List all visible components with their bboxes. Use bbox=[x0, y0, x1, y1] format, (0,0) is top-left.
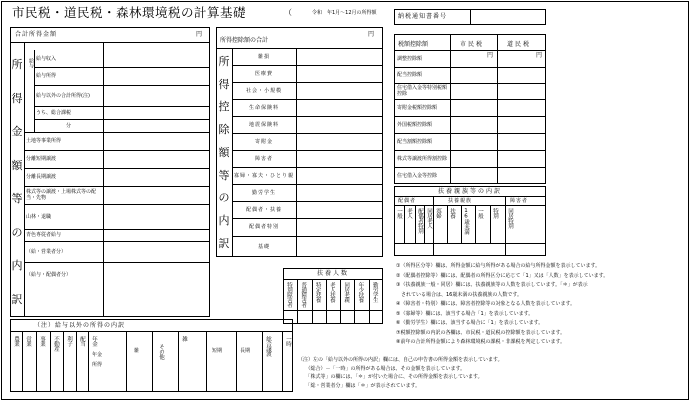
note-line: ④（障害者・特別）欄には、障害者控除等の対象となる人数を表示しています。 bbox=[396, 301, 576, 307]
total-deduction-label: 所得控除額の合計 bbox=[220, 37, 269, 44]
dependents-col-label: 年少扶養 bbox=[357, 282, 364, 302]
family-col-label: 特別 bbox=[492, 208, 498, 218]
other-income-col-label: 営業 bbox=[25, 336, 31, 346]
yen-unit: 円 bbox=[196, 31, 203, 38]
tax-credit-row-label: 住宅借入金等控除 bbox=[397, 172, 438, 179]
other-income-col-label: 農業 bbox=[13, 336, 19, 346]
rule-line bbox=[262, 331, 263, 392]
other-income-col-label: 事業 bbox=[39, 336, 45, 346]
dependents-col-label: 老人扶養 bbox=[328, 282, 335, 302]
other-income-col-label: 雑 bbox=[181, 336, 187, 341]
other-income-col-label: 総合譲渡 bbox=[265, 336, 271, 356]
income-group-char: 額 bbox=[11, 158, 23, 172]
rule-line bbox=[369, 279, 370, 324]
family-col-label: 一般 bbox=[477, 208, 483, 218]
rule-line bbox=[354, 279, 355, 324]
other-income-col-label: 年金 bbox=[91, 336, 97, 346]
income-row-label: 給与所得 bbox=[36, 73, 57, 79]
income-group-char: 所 bbox=[11, 58, 23, 72]
deduction-row-label: 配偶者・扶養 bbox=[245, 206, 282, 213]
note-line: ②（配偶者控除等）欄には、配偶者の所得区分に応じて「1」又は「人数」を表示しています。 bbox=[396, 272, 609, 279]
deduction-group-char: 得 bbox=[218, 77, 230, 91]
rule-line bbox=[22, 331, 23, 392]
income-group-char: 内 bbox=[11, 259, 23, 273]
income-row-label: （給与・配偶者分） bbox=[26, 271, 72, 278]
income-group-char: 得 bbox=[11, 91, 23, 105]
rule-line bbox=[76, 331, 77, 392]
deduction-group-char: の bbox=[218, 191, 230, 205]
rule-line bbox=[461, 205, 462, 243]
short-term-sub: 短期 bbox=[212, 348, 223, 354]
family-col-label: 扶養 bbox=[449, 208, 455, 218]
zatsu-sub: 雑 bbox=[134, 348, 140, 354]
note-line: ⑥（勤労学生）欄には、該当する場合に「1」を表示しています。 bbox=[396, 320, 544, 326]
note-line: ⑧前年の合計所得金額により森林環境税の課税・非課税を判定しています。 bbox=[396, 339, 566, 345]
title-paren: （ bbox=[284, 8, 292, 17]
rule-line bbox=[24, 132, 210, 133]
total-income-label: 合計所得金額 bbox=[15, 31, 58, 38]
dependents-col-label: 普通障害者 bbox=[300, 282, 307, 307]
note-line: ⑦税額控除額の内訳の各欄は、市民税・道民税の控除額を表示しています。 bbox=[396, 329, 566, 336]
tax-credit-row-label: 寄附金税額控除額 bbox=[397, 104, 438, 111]
family-group-disabled: 障害者 bbox=[510, 198, 529, 204]
income-row-label: 山林・退職 bbox=[26, 213, 52, 220]
deduction-group-char: 控 bbox=[218, 100, 230, 114]
rule-line bbox=[206, 331, 207, 392]
deduction-row-label: 社会・小規模 bbox=[245, 87, 282, 94]
note-line: ③（扶養親族一般・同居）欄には、扶養親族等の人数を表示しています。「＊」が表示 bbox=[396, 282, 588, 288]
footnote-line: 「株式等」の欄には、「＊」が付いた場合に、その所得金額を表示しています。 bbox=[298, 374, 483, 380]
period-label: 令和 年1月～12月の所得額 bbox=[312, 10, 377, 16]
rule-line bbox=[447, 205, 448, 243]
other-income-col-label: 不動産 bbox=[53, 336, 59, 351]
rule-line bbox=[490, 205, 491, 243]
income-row-label: うち、総合課税 bbox=[36, 109, 72, 116]
deduction-group-char: 内 bbox=[218, 214, 230, 228]
notice-number-label: 納税通知書番号 bbox=[398, 13, 448, 20]
deduction-row-label: 勤労学生 bbox=[251, 189, 276, 196]
dependents-col-label: 同居老親 bbox=[343, 282, 350, 302]
dependents-col-label: 特別障害者 bbox=[286, 282, 292, 307]
tax-credit-header: 税額控除額 bbox=[398, 41, 429, 48]
rule-line bbox=[63, 331, 64, 392]
deduction-group-char: 訳 bbox=[218, 237, 230, 250]
pension-sub-a: 年金 bbox=[92, 352, 103, 358]
deduction-row-label: 配偶者特別 bbox=[248, 224, 279, 230]
tax-credit-row-label: 外国税額控除額 bbox=[397, 121, 433, 128]
deduction-group-char: 所 bbox=[218, 54, 230, 68]
family-col-label: 配偶者特別 bbox=[417, 208, 423, 233]
income-group-char: 等 bbox=[11, 192, 23, 206]
pref-tax-header: 道民税 bbox=[507, 41, 532, 48]
tax-credit-row-label: 配当割額控除額 bbox=[397, 138, 433, 145]
city-tax-header: 市民税 bbox=[460, 41, 485, 48]
family-group-dependent: 扶養親族 bbox=[448, 198, 473, 204]
deduction-row-label: 寄附金 bbox=[254, 138, 273, 145]
rule-line bbox=[178, 331, 179, 392]
family-col-label: 寡婦 bbox=[435, 208, 441, 218]
form-title: 市民税・道民税・森林環境税の計算基礎 bbox=[12, 5, 247, 20]
note-line: されている場合は、16歳未満の扶養親族の人数です。 bbox=[396, 291, 522, 298]
note-line: ①（所得区分等）欄は、所得金額に給与所得がある場合の給与所得金額を表示しています。 bbox=[396, 263, 601, 269]
footnote-line: （総合）－「一時」の所得がある場合は、その金額を表示しています。 bbox=[298, 365, 466, 372]
income-group-char: 訳 bbox=[11, 292, 23, 306]
deduction-group-char: 除 bbox=[218, 123, 230, 137]
deduction-row-label: 寡婦・寡夫・ひとり親 bbox=[234, 172, 294, 179]
tax-credit-row-label: 株式等譲渡所得割控除 bbox=[397, 155, 448, 162]
deduction-row-label: 障害者 bbox=[254, 155, 273, 162]
rule-line bbox=[312, 279, 313, 324]
notes-block bbox=[396, 262, 686, 348]
income-row-label: 給与収入 bbox=[36, 55, 57, 62]
deduction-row-label: 生命保険料 bbox=[248, 104, 279, 111]
family-col-label: 同居老人 bbox=[426, 208, 432, 228]
rule-line bbox=[340, 279, 341, 324]
footnote-block bbox=[298, 356, 638, 390]
rule-line bbox=[36, 331, 37, 392]
family-col-label: 老人 bbox=[406, 208, 412, 218]
income-row-sub: 分 bbox=[65, 122, 71, 129]
income-row-label: 給与以外の合計所得(注) bbox=[36, 92, 90, 99]
yen-unit-city: 円 bbox=[487, 52, 494, 59]
tax-credit-row-label: 住宅借入金等特別税額控除 bbox=[397, 85, 448, 97]
rule-line bbox=[50, 331, 51, 392]
deduction-group-char: 額 bbox=[218, 145, 230, 159]
family-col-label: 同居特別 bbox=[507, 208, 513, 228]
yen-unit-middle: 円 bbox=[368, 31, 375, 38]
footnote-line: 「総・営業者分」欄は「＊」が表示されています。 bbox=[298, 382, 421, 389]
rule-line bbox=[236, 331, 237, 392]
family-group-spouse: 配偶者 bbox=[398, 198, 417, 204]
income-row-label: 土地等事業所得 bbox=[26, 138, 62, 144]
deduction-row-label: 医療費 bbox=[254, 70, 273, 77]
dependents-title: 扶養人数 bbox=[316, 270, 349, 277]
tax-credit-row-label: 調整控除額 bbox=[397, 55, 423, 62]
footnote-line: （注）左の「給与以外の所得の内訳」欄には、自己の申告書の所得金額を表示しています。 bbox=[298, 357, 503, 363]
long-term-sub: 長期 bbox=[240, 348, 251, 354]
deduction-row-label: 地震保険料 bbox=[248, 121, 279, 128]
income-row-label: 分離短期譲渡 bbox=[26, 156, 57, 162]
income-row-label: （給・営業者分） bbox=[26, 248, 67, 255]
rule-line bbox=[424, 205, 425, 243]
family-col-label: 一般 bbox=[396, 208, 402, 218]
income-row-label: 株式等の譲渡・上場株式等の配当・先物 bbox=[26, 189, 97, 201]
other-sub: その他 bbox=[158, 344, 164, 359]
rule-line bbox=[415, 205, 416, 243]
deduction-row-label: 雑損 bbox=[257, 53, 270, 60]
rule-line bbox=[475, 205, 476, 243]
income-group-char: 金 bbox=[11, 125, 23, 139]
note-line: ⑤（寡婦等）欄には、該当する場合「1」を表示しています。 bbox=[396, 310, 534, 317]
rule-line bbox=[326, 279, 327, 324]
income-group-char: の bbox=[11, 225, 23, 239]
other-income-col-label: 利子 bbox=[66, 336, 72, 346]
dependents-col-label: 勤労学生 bbox=[371, 282, 378, 302]
rule-line bbox=[88, 331, 89, 392]
other-income-title: （注）給与以外の所得の内訳 bbox=[34, 322, 126, 329]
yen-unit-pref: 円 bbox=[536, 52, 543, 59]
other-income-col-label: 配当 bbox=[79, 336, 85, 346]
rule-line bbox=[297, 279, 298, 324]
income-row-label: 分離長期譲渡 bbox=[26, 174, 57, 180]
pension-sub-b: 所得 bbox=[92, 362, 103, 368]
deduction-group-char: 等 bbox=[218, 168, 230, 182]
deduction-row-label: 基礎 bbox=[257, 243, 270, 250]
rule-line bbox=[404, 205, 405, 243]
family-title: 扶養親族等の内訳 bbox=[437, 188, 502, 195]
dependents-col-label: 特定扶養 bbox=[314, 282, 321, 302]
family-col-label: 16歳未満 bbox=[463, 208, 469, 234]
kyuyo-label: 給与 bbox=[28, 58, 34, 68]
deduction-group-label bbox=[216, 50, 232, 255]
tax-credit-row-label: 配当控除額 bbox=[397, 72, 423, 78]
rule-line bbox=[126, 331, 127, 392]
other-income-col-label: 一時 bbox=[285, 336, 291, 346]
income-row-label: 青色専従者給与 bbox=[26, 232, 62, 238]
income-group-label bbox=[10, 48, 24, 316]
rule-line bbox=[152, 331, 153, 392]
rule-line bbox=[282, 331, 283, 392]
